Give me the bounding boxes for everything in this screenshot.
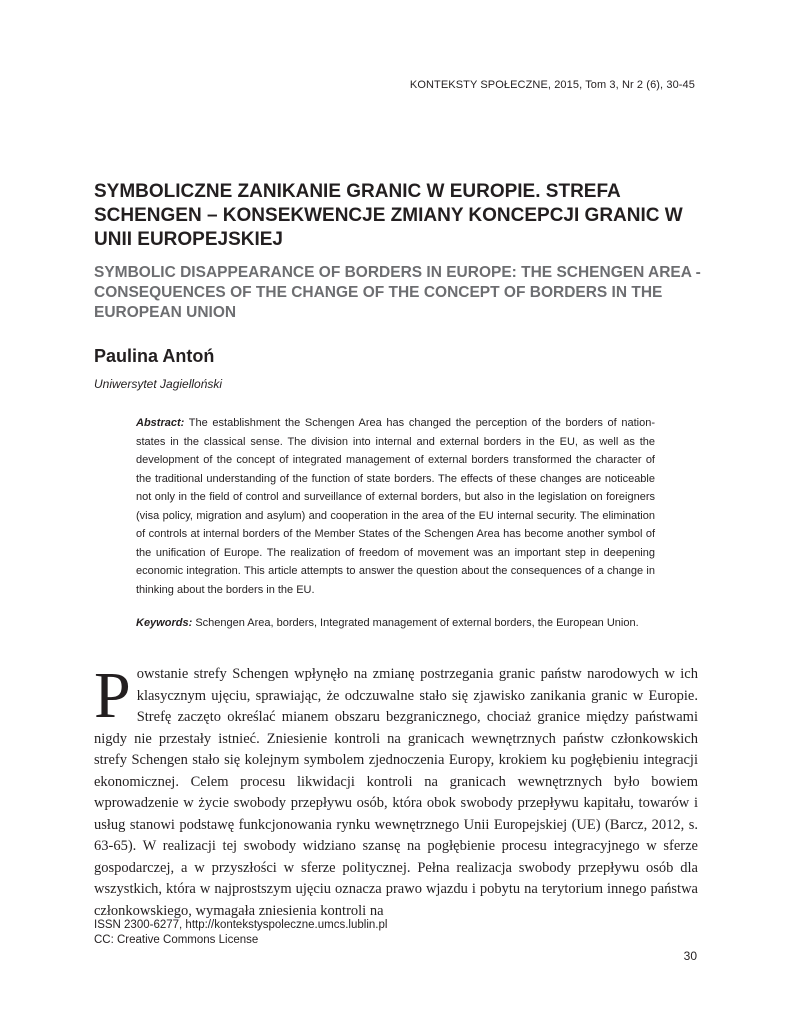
article-title-en: SYMBOLIC DISAPPEARANCE OF BORDERS IN EUROPE: THE SCHENGEN AREA - CONSEQUENCES OF THE CHANGE OF THE CONCEPT OF BORDERS IN THE EUROPEAN UNION (94, 264, 701, 321)
keywords (136, 615, 655, 632)
author-affiliation: Uniwersytet Jagielloński (94, 377, 223, 391)
keywords-text: Schengen Area, borders, Integrated management of external borders, the European Union. (195, 617, 639, 629)
author-name: Paulina Antoń (94, 346, 215, 366)
body-text: owstanie strefy Schengen wpłynęło na zmianę postrzegania granic państw narodowych w ich klasycznym ujęciu, sprawiając, że odczuwalne stało się zjawisko zanikania granic w Europie. Strefę zaczęto określać mianem obszaru bezgranicznego, chociaż granice między państwami nigdy nie przestały istnieć. Zniesienie kontroli na granicach wewnętrznych państw członkowskich strefy Schengen stało się kolejnym symbolem zjednoczenia Europy, krokiem ku pogłębieniu integracji ekonomicznej. Celem procesu likwidacji kontroli na granicach wewnętrznych było bowiem wprowadzenie w życie swobody przepływu osób, która obok swobody przepływu kapitału, towarów i usług stanowi podstawę funkcjonowania rynku wewnętrznego Unii Europejskiej (UE) (Barcz, 2012, s. 63-65). W realizacji tej swobody widziano szansę na pogłębienie procesu integracyjnego w sferze gospodarczej, a w przyszłości w sferze politycznej. Pełna realizacja swobody przepływu osób dla wszystkich, która w najprostszym ujęciu oznacza prawo wjazdu i pobytu na terytorium innego państwa członkowskiego, wymagała zniesienia kontroli na (94, 666, 698, 919)
abstract-text: The establishment the Schengen Area has changed the perception of the borders of nation-states in the classical sense. The division into internal and external borders in the EU, as well as the development of the concept of integrated management of external borders transformed the character of the traditional understanding of the function of state borders. The effects of these changes are noticeable not only in the field of control and surveillance of external borders, but also in the legislation on foreigners (visa policy, migration and asylum) and cooperation in the area of the EU internal security. The elimination of controls at internal borders of the Member States of the Schengen Area has become another symbol of the unification of Europe. The realization of freedom of movement was an important step in deepening economic integration. This article attempts to answer the question about the consequences of a change in thinking about the borders in the EU. (136, 417, 655, 596)
running-header: KONTEKSTY SPOŁECZNE, 2015, Tom 3, Nr 2 (6), 30-45 (409, 79, 695, 91)
abstract (136, 414, 655, 599)
footer-license: CC: Creative Commons License (94, 934, 259, 946)
drop-cap: P (94, 659, 131, 732)
abstract-label: Abstract: (136, 417, 185, 429)
page-number: 30 (683, 949, 697, 963)
article-title-pl: SYMBOLICZNE ZANIKANIE GRANIC W EUROPIE. STREFA SCHENGEN – KONSEKWENCJE ZMIANY KONCEPCJI GRANIC W UNII EUROPEJSKIEJ (94, 181, 683, 250)
footer-issn: ISSN 2300-6277, http://kontekstyspoleczne.umcs.lublin.pl (94, 919, 388, 931)
body-paragraph (94, 659, 698, 922)
keywords-label: Keywords: (136, 617, 193, 629)
